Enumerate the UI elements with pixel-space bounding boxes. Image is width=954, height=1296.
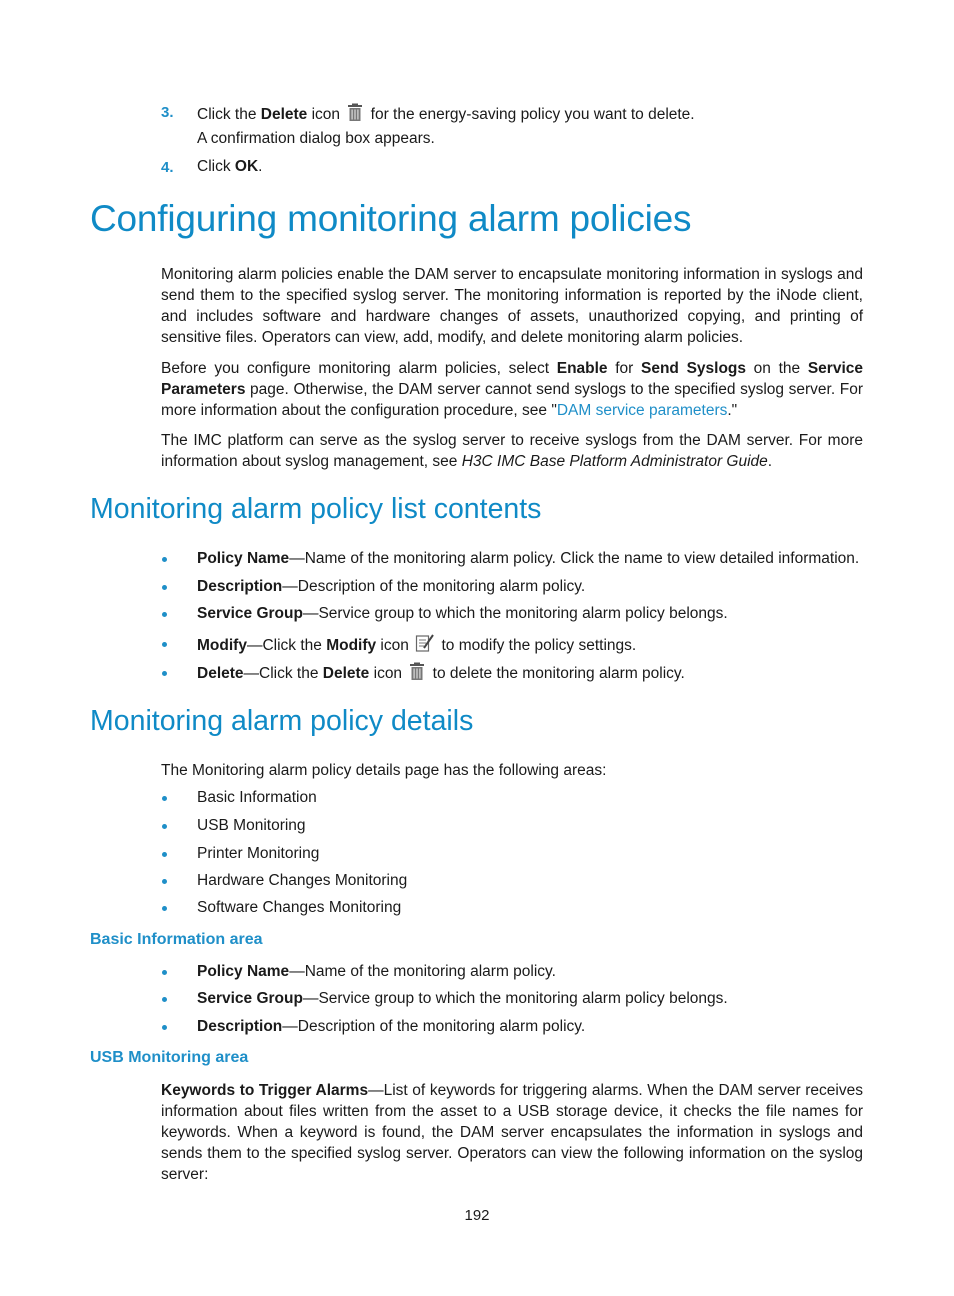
field-desc: —Click the xyxy=(246,637,327,654)
ui-term: Enable xyxy=(556,360,608,377)
step-text xyxy=(197,158,262,176)
trash-icon xyxy=(408,662,426,681)
step-number: 3. xyxy=(161,104,174,121)
intro-paragraph-2 xyxy=(161,358,863,421)
area-name: Basic Information xyxy=(197,789,317,806)
field-name: Service Group xyxy=(197,605,303,622)
bullet-icon xyxy=(162,970,167,975)
page-title: Configuring monitoring alarm policies xyxy=(90,198,692,239)
field-desc: —Description of the monitoring alarm policy. xyxy=(282,1018,586,1035)
step-result: A confirmation dialog box appears. xyxy=(197,130,435,147)
text: Before you configure monitoring alarm policies, select xyxy=(161,360,557,377)
section-heading-details: Monitoring alarm policy details xyxy=(90,705,474,737)
bullet-icon xyxy=(162,879,167,884)
field-desc: —List of keywords for triggering alarms. When the DAM server receives information about files written from the asset to a USB storage device, it checks the file names for keywords. When a keyword is found, the DAM server encapsulates the information in syslogs and sends them to the specified syslog server. Operators can view the following information on the syslog server: xyxy=(161,1082,863,1183)
trash-icon xyxy=(346,103,364,122)
area-name: USB Monitoring xyxy=(197,817,306,834)
step-text-part: icon xyxy=(307,106,341,123)
step-text xyxy=(197,103,695,124)
bullet-icon xyxy=(162,1025,167,1030)
field-desc: to modify the policy settings. xyxy=(437,637,637,654)
bullet-icon xyxy=(162,671,167,676)
bullet-icon xyxy=(162,642,167,647)
field-name: Policy Name xyxy=(197,550,290,567)
section-heading-list-contents: Monitoring alarm policy list contents xyxy=(90,493,542,525)
ui-term: Delete xyxy=(260,106,308,123)
field-desc: —Name of the monitoring alarm policy. xyxy=(289,963,556,980)
dam-service-parameters-link[interactable]: DAM service parameters xyxy=(556,402,728,419)
text: page. Otherwise, the DAM server cannot send syslogs to the specified syslog server. For more information about the configuration procedure, see " xyxy=(161,381,863,419)
guide-title: H3C IMC Base Platform Administrator Guide xyxy=(461,453,768,470)
step-number: 4. xyxy=(161,159,174,176)
bullet-icon xyxy=(162,796,167,801)
step-text-part: . xyxy=(258,158,263,175)
field-name: Description xyxy=(197,578,283,595)
bullet-icon xyxy=(162,585,167,590)
bullet-icon xyxy=(162,824,167,829)
usb-paragraph xyxy=(161,1080,863,1185)
ui-term: Send Syslogs xyxy=(641,360,747,377)
field-name: Keywords to Trigger Alarms xyxy=(161,1082,369,1099)
page-number: 192 xyxy=(464,1207,490,1224)
step-text-part: for the energy-saving policy you want to delete. xyxy=(366,106,695,123)
field-name: Policy Name xyxy=(197,963,290,980)
field-desc: —Service group to which the monitoring alarm policy belongs. xyxy=(302,605,728,622)
text: on the xyxy=(746,360,808,377)
field-name: Modify xyxy=(197,637,247,654)
area-name: Printer Monitoring xyxy=(197,845,320,862)
step-text-part: Click xyxy=(197,158,235,175)
bullet-icon xyxy=(162,612,167,617)
field-desc: —Description of the monitoring alarm policy. xyxy=(282,578,586,595)
bullet-icon xyxy=(162,997,167,1002)
text: . xyxy=(767,453,773,470)
area-name: Hardware Changes Monitoring xyxy=(197,872,408,889)
field-desc: icon xyxy=(376,637,409,654)
step-text-part: Click the xyxy=(197,106,261,123)
ui-term: OK xyxy=(234,158,259,175)
field-desc: —Service group to which the monitoring alarm policy belongs. xyxy=(302,990,728,1007)
ui-term: Service Parameters xyxy=(161,360,863,398)
text: ." xyxy=(727,402,738,419)
field-desc: icon xyxy=(369,665,403,682)
text: The IMC platform can serve as the syslog server to receive syslogs from the DAM server. For more information about syslog management, see xyxy=(161,432,863,470)
details-intro: The Monitoring alarm policy details page has the following areas: xyxy=(161,762,607,779)
field-name: Service Group xyxy=(197,990,303,1007)
field-desc: —Click the xyxy=(243,665,323,682)
area-name: Software Changes Monitoring xyxy=(197,899,402,916)
intro-paragraph-3 xyxy=(161,430,863,472)
ui-term: Delete xyxy=(322,665,370,682)
edit-icon xyxy=(415,633,435,653)
intro-paragraph-1: Monitoring alarm policies enable the DAM server to encapsulate monitoring information in syslogs and send them to the specified syslog server. The monitoring information is reported by the iNode client, and includes software and hardware changes of assets, unauthorized copying, and printing of sensitive files. Operators can view, add, modify, and delete monitoring alarm policies. xyxy=(161,266,863,346)
ui-term: Modify xyxy=(326,637,377,654)
subsection-heading-usb: USB Monitoring area xyxy=(90,1049,249,1066)
field-name: Delete xyxy=(197,665,244,682)
bullet-icon xyxy=(162,557,167,562)
text: for xyxy=(607,360,641,377)
bullet-icon xyxy=(162,906,167,911)
subsection-heading-basic-info: Basic Information area xyxy=(90,931,263,948)
field-desc: —Name of the monitoring alarm policy. Click the name to view detailed information. xyxy=(289,550,860,567)
field-desc: to delete the monitoring alarm policy. xyxy=(428,665,685,682)
bullet-icon xyxy=(162,852,167,857)
field-name: Description xyxy=(197,1018,283,1035)
